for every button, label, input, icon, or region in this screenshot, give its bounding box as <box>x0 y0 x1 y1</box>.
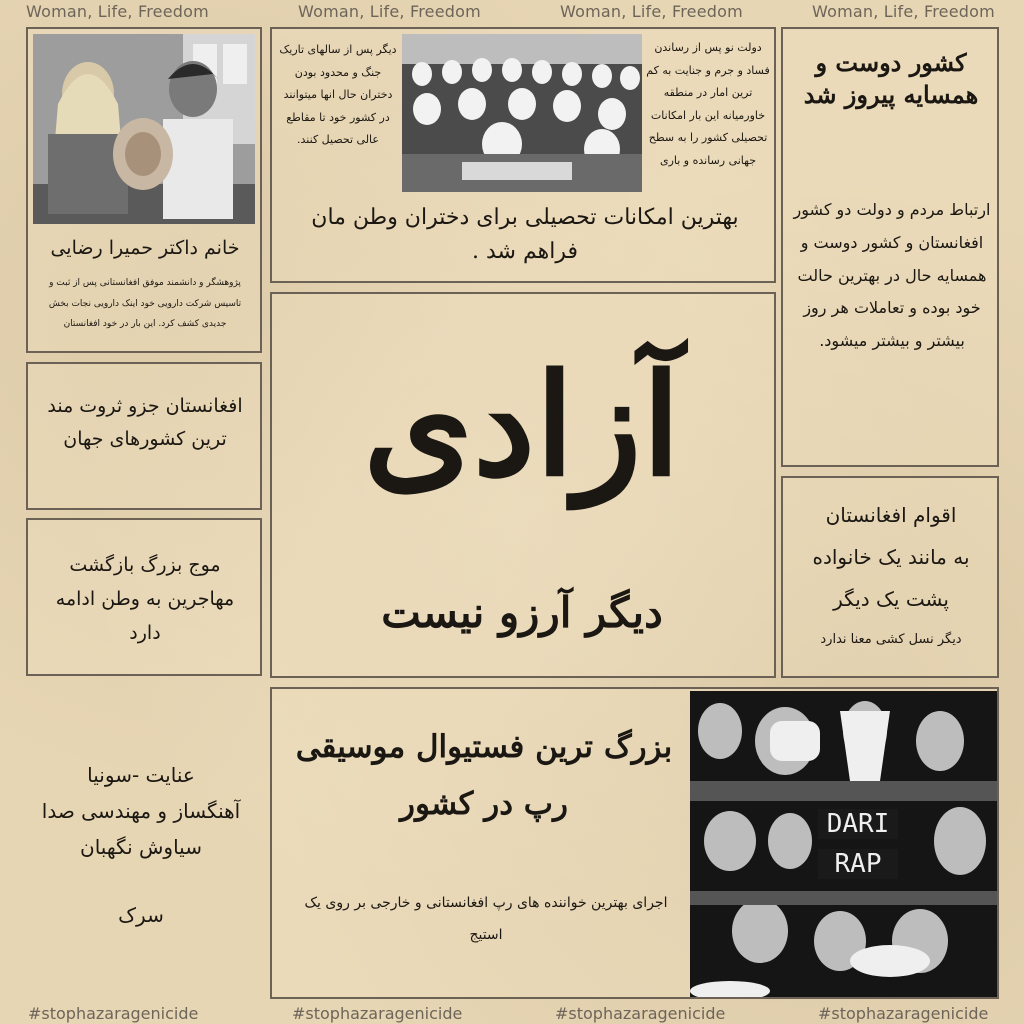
neighbor-article <box>781 27 999 467</box>
neighbor-title: کشور دوست و همسایه پیروز شد <box>803 48 979 110</box>
wealth-article <box>26 362 262 510</box>
hashtag-2: #stophazaragenicide <box>292 1004 463 1023</box>
education-left-text: دیگر پس از سالهای تاریک جنگ و محدود بودن دختران حال انها میتوانند در کشور خود تا مقاطع عالی تحصیل کنند. <box>279 43 397 147</box>
hashtag-1: #stophazaragenicide <box>28 1004 199 1023</box>
freedom-headline-box <box>270 292 776 678</box>
poster-text-dari: DARI <box>818 809 898 839</box>
credits-line-2: آهنگساز و مهندسی صدا <box>41 799 241 823</box>
ethnic-line-4: دیگر نسل کشی معنا ندارد <box>820 632 962 647</box>
doctor-title: خانم داکتر حمیرا رضایی <box>50 237 240 259</box>
festival-headline: بزرگ ترین فستیوال موسیقی رپ در کشور <box>295 729 673 823</box>
neighbor-body: ارتباط مردم و دولت دو کشور افغانستان و کشور دوست و همسایه حال در بهترین حالت خود بوده و تعاملات هر روز بیشتر و بیشتر میشود. <box>793 200 991 351</box>
poster-text-rap: RAP <box>818 849 898 879</box>
classroom-photo <box>402 34 642 192</box>
education-right-text: دولت نو پس از رساندن فساد و جرم و جنایت به کم ترین امار در منطقه خاورمیانه این بار امکانات تحصیلی کشور را به سطح جهانی رسانده و باری <box>646 41 770 167</box>
doctor-body: پژوهشگر و دانشمند موفق افغانستانی پس از ثبت و تاسیس شرکت دارویی خود اینک دارویی نجات بخش جدیدی کشف کرد. این بار در خود افغانستان <box>48 278 242 330</box>
tagline-4: Woman, Life, Freedom <box>812 2 995 21</box>
tagline-1: Woman, Life, Freedom <box>26 2 209 21</box>
festival-body: اجرای بهترین خواننده های رپ افغانستانی و خارجی بر روی یک استیج <box>304 895 668 944</box>
credits-line-1: عنایت -سونیا <box>87 763 195 787</box>
wealth-text: افغانستان جزو ثروت مند ترین کشورهای جهان <box>47 395 243 451</box>
festival-article <box>270 687 999 999</box>
ethnic-line-1: اقوام افغانستان <box>825 503 957 527</box>
doctor-photo <box>33 34 255 224</box>
migrants-text: موج بزرگ بازگشت مهاجرین به وطن ادامه دارد <box>55 554 235 645</box>
freedom-subtitle: دیگر آرزو نیست <box>381 588 663 637</box>
credits-line-4: سرک <box>118 903 164 927</box>
education-article <box>270 27 776 283</box>
ethnic-article <box>781 476 999 678</box>
hashtag-4: #stophazaragenicide <box>818 1004 989 1023</box>
ethnic-line-3: پشت یک دیگر <box>833 587 949 611</box>
freedom-title: آزادی <box>363 344 681 508</box>
tagline-3: Woman, Life, Freedom <box>560 2 743 21</box>
ethnic-line-2: به مانند یک خانواده <box>812 545 970 569</box>
education-headline: بهترین امکانات تحصیلی برای دختران وطن مان فراهم شد . <box>311 205 739 265</box>
migrants-article <box>26 518 262 676</box>
dari-rap-poster <box>690 691 997 997</box>
doctor-article <box>26 27 262 353</box>
credits-line-3: سیاوش نگهبان <box>80 835 202 859</box>
hashtag-3: #stophazaragenicide <box>555 1004 726 1023</box>
tagline-2: Woman, Life, Freedom <box>298 2 481 21</box>
